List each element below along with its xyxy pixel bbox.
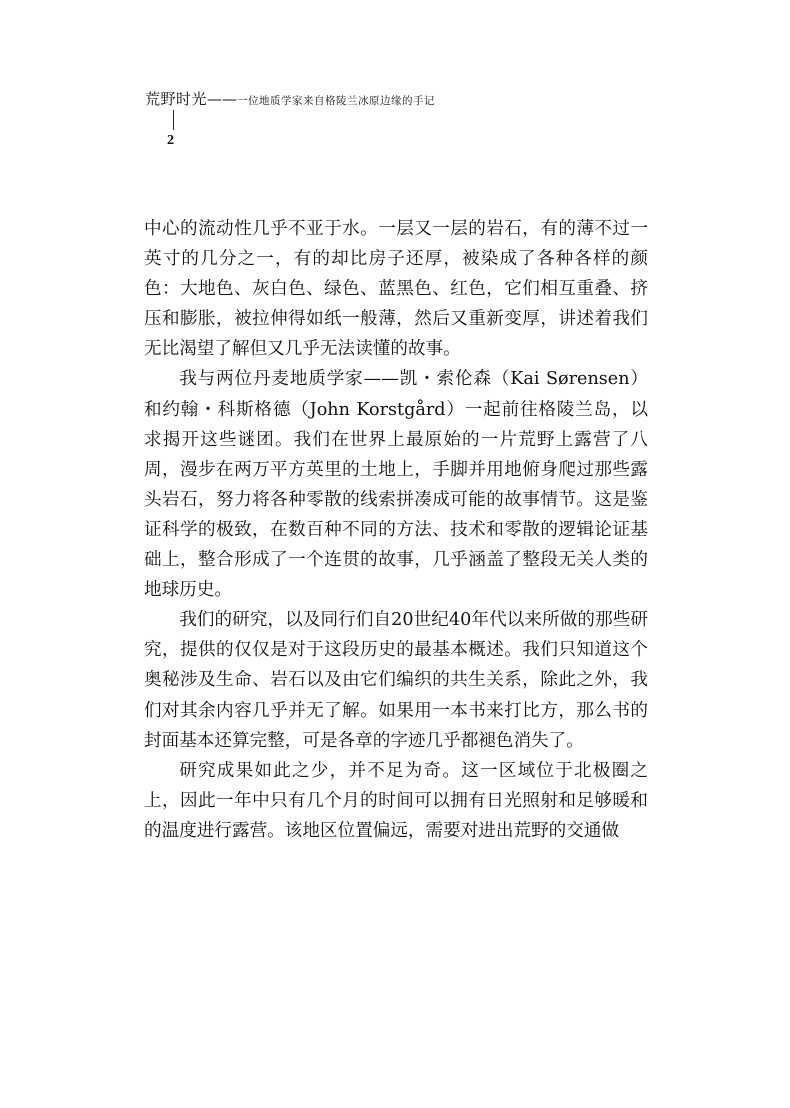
running-head [145,90,435,110]
paragraph-2: 我与两位丹麦地质学家——凯・索伦森（Kai Sørensen）和约翰・科斯格德（John Korstgård）一起前往格陵兰岛，以求揭开这些谜团。我们在世界上最原始的一片荒野上露营了八周，漫步在两万平方英里的土地上，手脚并用地俯身爬过那些露头岩石，努力将各种零散的线索拼凑成可能的故事情节。这是鉴证科学的极致，在数百种不同的方法、技术和零散的逻辑论证基础上，整合形成了一个连贯的故事，几乎涵盖了整段无关人类的地球历史。 [144,369,648,601]
body-text [144,214,648,846]
paragraph-1: 中心的流动性几乎不亚于水。一层又一层的岩石，有的薄不过一英寸的几分之一，有的却比房子还厚，被染成了各种各样的颜色：大地色、灰白色、绿色、蓝黑色、红色，它们相互重叠、挤压和膨胀，被拉伸得如纸一般薄，然后又重新变厚，讲述着我们无比渴望了解但又几乎无法读懂的故事。 [144,219,648,360]
paragraph-3: 我们的研究，以及同行们自20世纪40年代以来所做的那些研究，提供的仅仅是对于这段历史的最基本概述。我们只知道这个奥秘涉及生命、岩石以及由它们编织的共生关系，除此之外，我们对其余内容几乎并无了解。如果用一本书来打比方，那么书的封面基本还算完整，可是各章的字迹几乎都褪色消失了。 [144,610,648,751]
page-number: 2 [167,133,174,148]
book-title: 荒野时光 [145,90,208,108]
title-dash: —— [207,90,238,108]
header-vertical-rule [173,110,174,130]
paragraph-4: 研究成果如此之少，并不足为奇。这一区域位于北极圈之上，因此一年中只有几个月的时间可以拥有日光照射和足够暖和的温度进行露营。该地区位置偏远，需要对进出荒野的交通做 [144,760,648,841]
book-subtitle: 一位地质学家来自格陵兰冰原边缘的手记 [237,95,436,107]
